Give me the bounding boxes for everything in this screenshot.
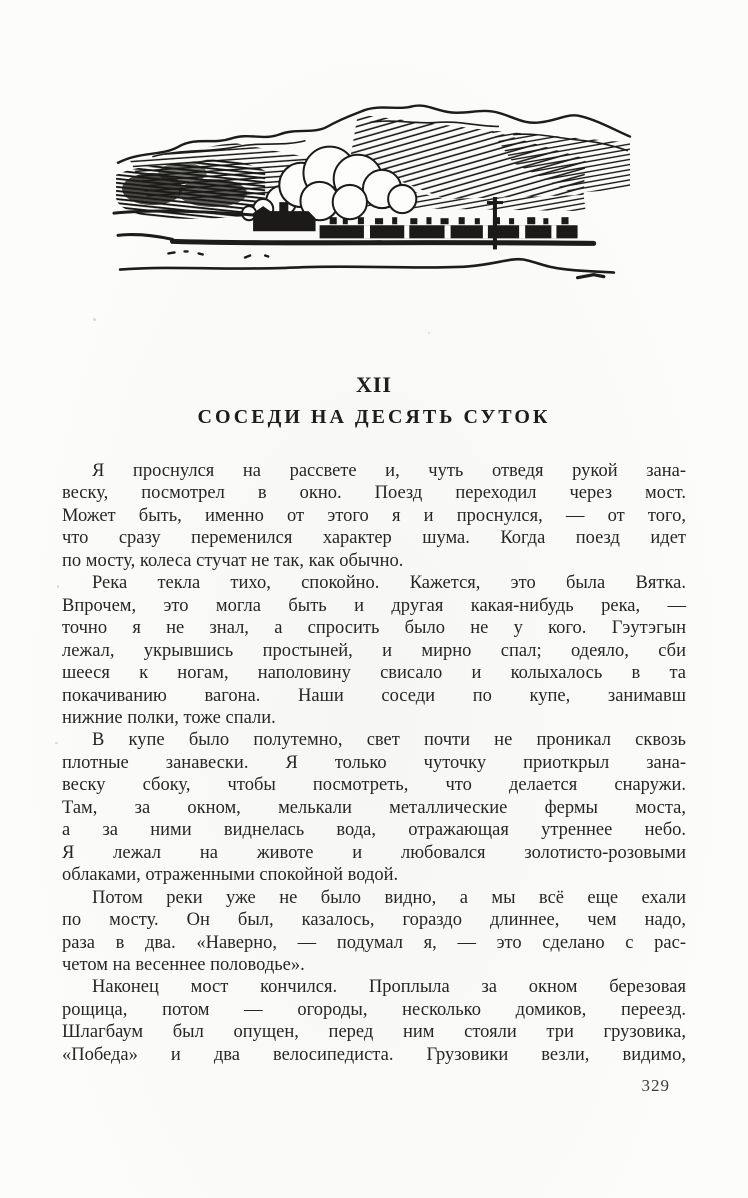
text-line: веску, посмотрел в окно. Поезд переходил через мост. — [62, 483, 686, 504]
text-line: четом на весеннее половодье». — [62, 954, 305, 975]
landscape-illustration — [112, 100, 632, 286]
text-line: В купе было полутемно, свет почти не проникал сквозь — [92, 730, 686, 751]
text-line: лежал, укрывшись простыней, и мирно спал; одеяло, сби — [62, 640, 686, 661]
scan-speck — [55, 742, 58, 744]
text-line: покачиванию вагона. Наши соседи по купе, занимавш — [62, 685, 686, 706]
text-line: облаками, отраженными спокойной водой. — [62, 865, 399, 886]
chapter-number: XII — [355, 372, 392, 397]
scan-speck — [93, 318, 96, 321]
landscape-illustration-svg — [112, 100, 632, 286]
text-line: рощица, потом — огороды, несколько домиков, переезд. — [62, 999, 686, 1020]
text-line: Шлагбаум был опущен, перед ним стояли три грузовика, — [62, 1022, 686, 1043]
text-line: Река текла тихо, спокойно. Кажется, это была Вятка. — [92, 573, 686, 594]
text-line: нижние полки, тоже спали. — [62, 707, 276, 728]
text-line: Может быть, именно от этого я и проснулся, — от того, — [62, 505, 686, 526]
text-line: точно я не знал, а спросить было не у кого. Гэутэгын — [62, 618, 686, 639]
chapter-title: СОСЕДИ НА ДЕСЯТЬ СУТОК — [197, 406, 551, 428]
text-line: Потом реки уже не было видно, а мы всё еще ехали — [92, 887, 686, 908]
text-line: по мосту. Он был, казалось, гораздо длиннее, чем надо, — [62, 910, 686, 931]
text-line: Наконец мост кончился. Проплыла за окном березовая — [92, 977, 686, 998]
scan-speck — [428, 332, 430, 334]
text-line: Там, за окном, мелькали металлические фермы моста, — [62, 797, 686, 818]
text-line: а за ними виднелась вода, отражающая утреннее небо. — [62, 820, 686, 841]
text-line: раза в два. «Наверно, — подумал я, — это сделано с рас- — [62, 932, 686, 953]
text-line: Я проснулся на рассвете и, чуть отведя рукой зана- — [92, 461, 686, 481]
text-line: плотные занавески. Я только чуточку приоткрыл зана- — [62, 752, 686, 773]
text-line: по мосту, колеса стучат не так, как обычно. — [62, 550, 404, 571]
text-line: Я лежал на животе и любовался золотисто-розовыми — [62, 842, 686, 863]
text-line: Впрочем, это могла быть и другая какая-нибудь река, — — [62, 595, 686, 616]
text-line: шееся к ногам, наполовину свисало и колыхалось в та — [62, 663, 686, 684]
text-line: веску сбоку, чтобы посмотреть, что делается снаружи. — [62, 775, 686, 796]
scan-speck — [646, 472, 649, 474]
body-text — [62, 460, 686, 1066]
text-line: «Победа» и два велосипедиста. Грузовики везли, видимо, — [62, 1044, 686, 1065]
text-line: что сразу переменился характер шума. Когда поезд идет — [62, 528, 686, 549]
page-number: 329 — [641, 1076, 670, 1095]
scan-speck — [57, 585, 59, 588]
